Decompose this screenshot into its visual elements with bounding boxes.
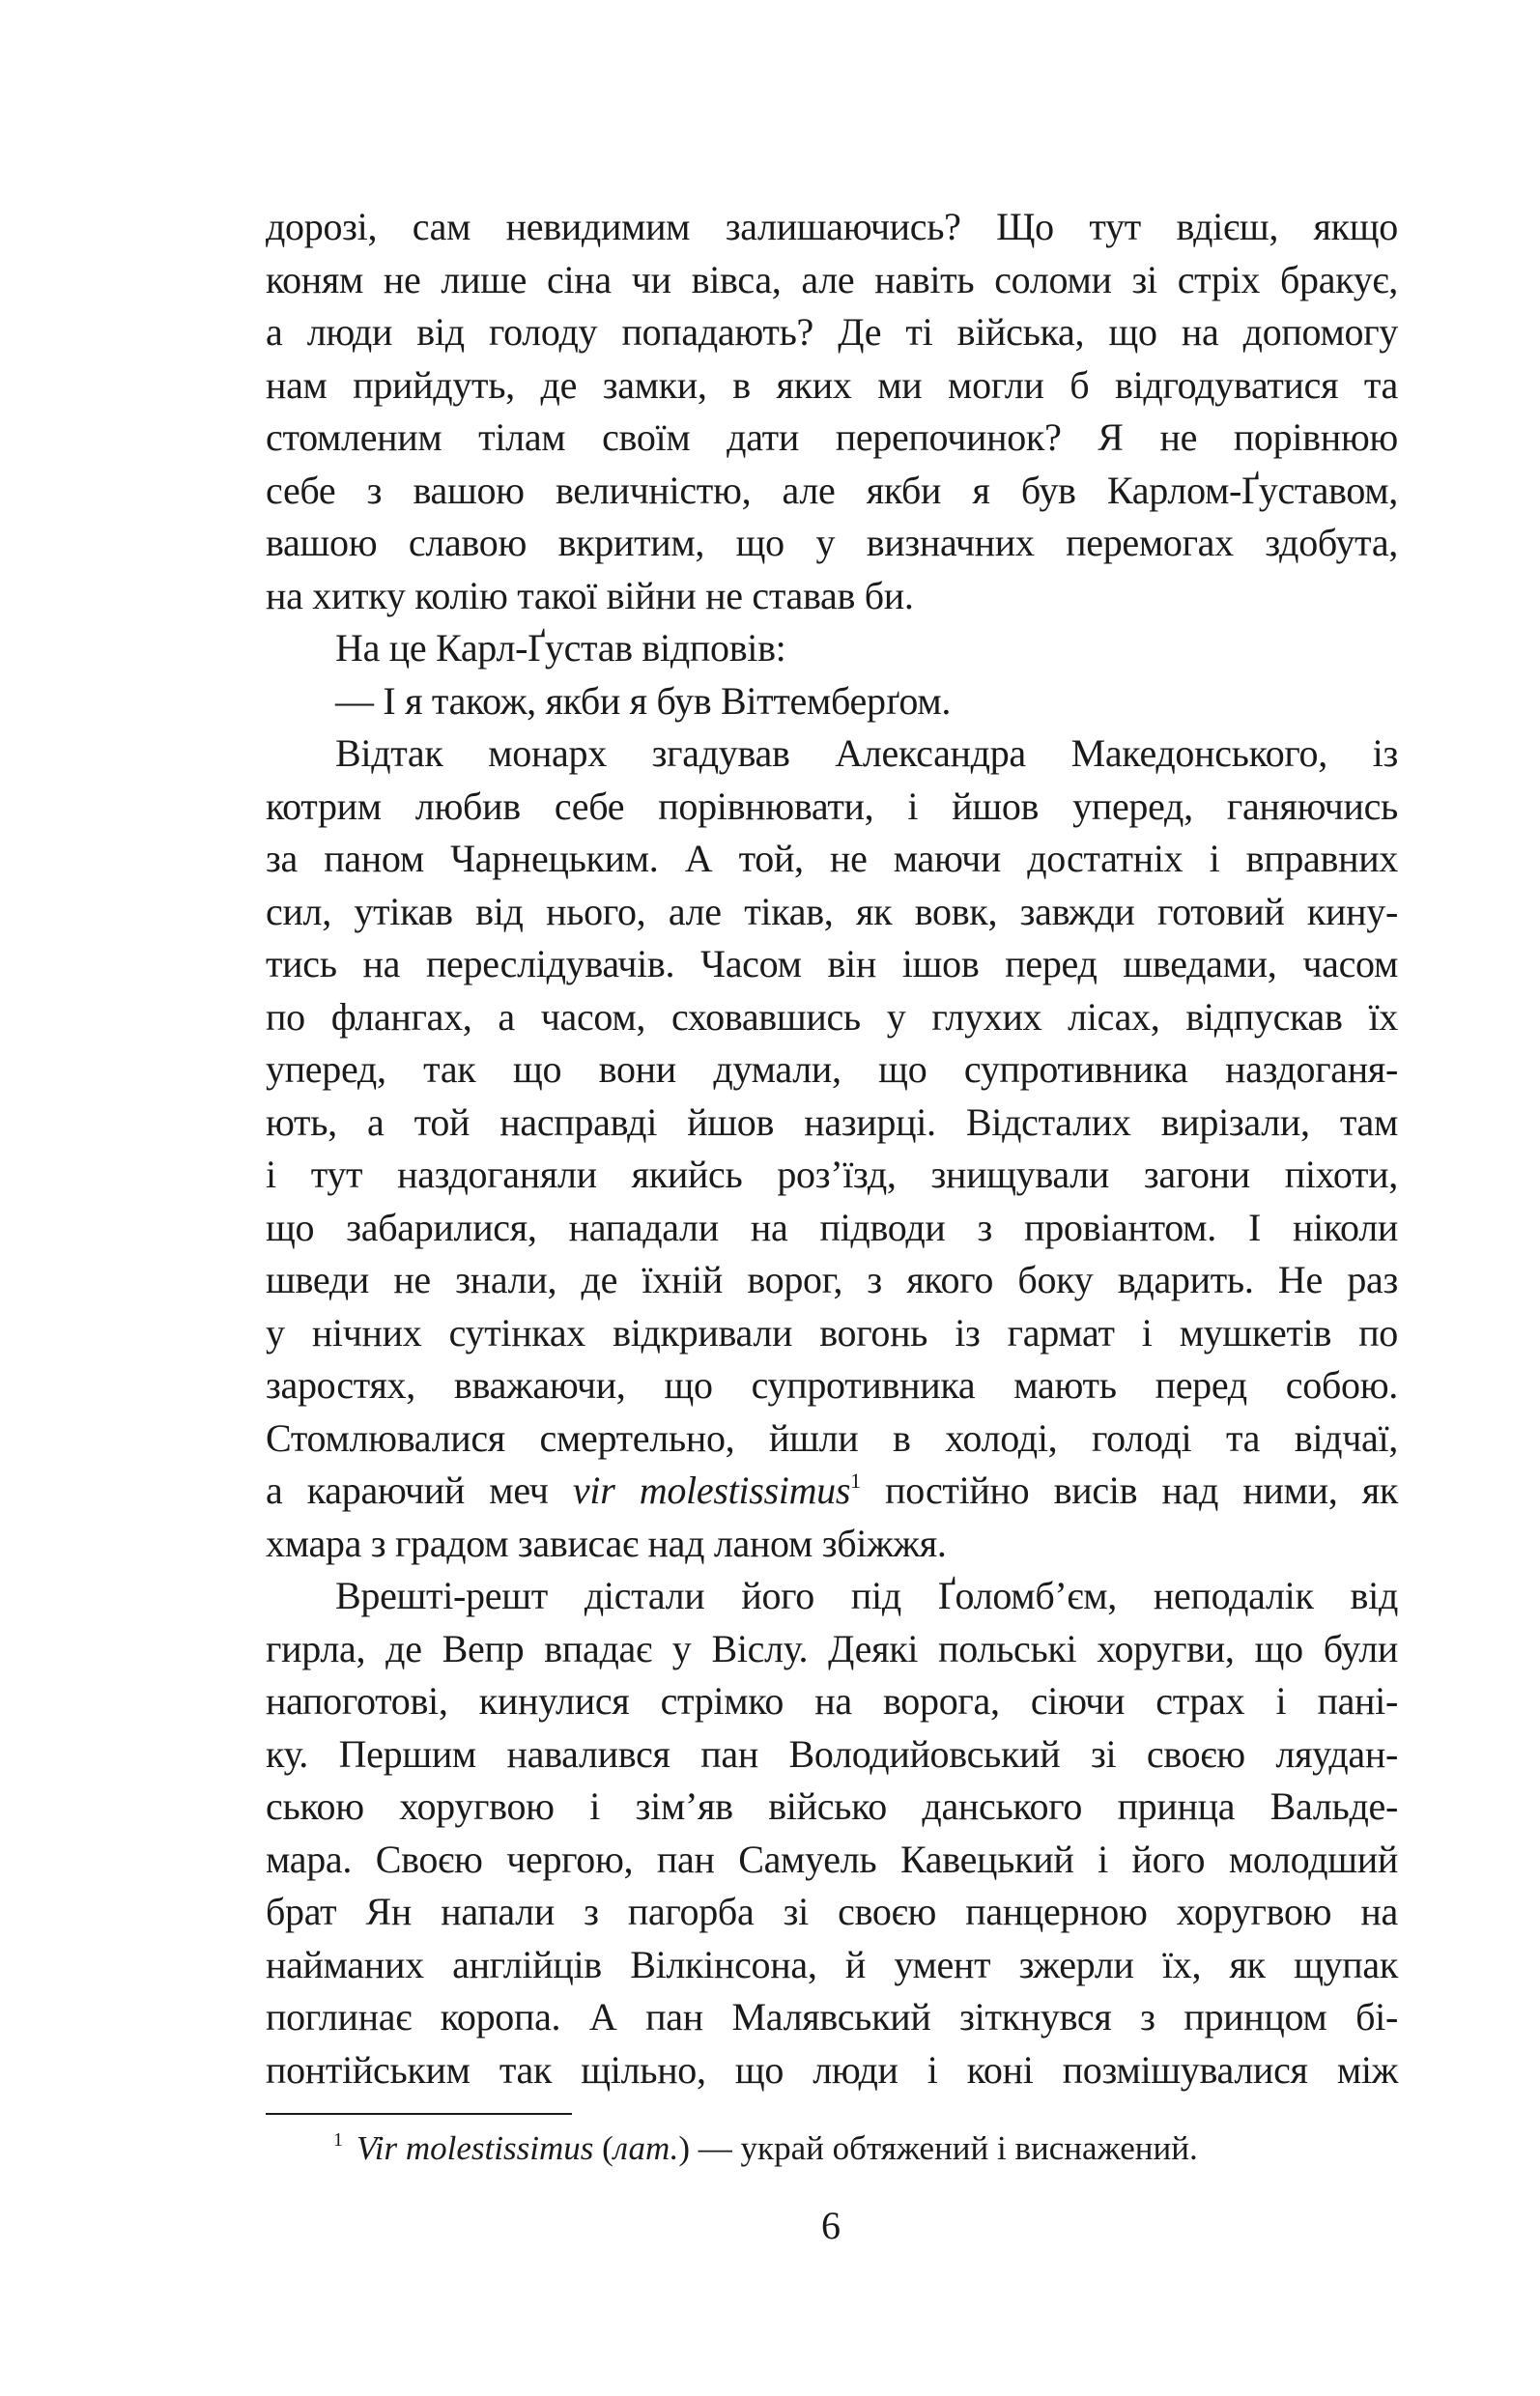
- text-line: у нічних сутінках відкривали вогонь із гармат і мушкетів по: [266, 1310, 1398, 1355]
- text-line: сил, утікав від нього, але тікав, як вовк, завжди готовий кину-: [266, 889, 1398, 933]
- text-line: за паном Чарнецьким. А той, не маючи достатніх і вправних: [266, 837, 1398, 880]
- footnote-term: Vir molestissimus: [356, 2129, 594, 2167]
- text-line: мара. Своєю чергою, пан Самуель Кавецький і його молодший: [266, 1837, 1398, 1881]
- footnote-lang: лат.: [613, 2129, 679, 2167]
- text-line: ку. Першим навалився пан Володийовський зі своєю ляудан-: [266, 1731, 1398, 1776]
- text-line: що забарилися, нападали на підводи з провіантом. І ніколи: [266, 1205, 1398, 1249]
- text-line: Врешті-решт дістали його під Ґоломб’єм, неподалік від: [335, 1574, 1398, 1617]
- text-line: а люди від голоду попадають? Де ті війська, що на допомогу: [266, 310, 1398, 354]
- paragraph: [266, 675, 1398, 728]
- text-line: напоготові, кинулися стрімко на ворога, сіючи страх і пані-: [266, 1679, 1398, 1723]
- text-line: і тут наздоганяли якийсь роз’їзд, знищували загони піхоти,: [266, 1153, 1398, 1196]
- text-line: найманих англійців Вілкінсона, й умент зжерли їх, як щупак: [266, 1942, 1398, 1986]
- footnote: [333, 2127, 1198, 2170]
- text-line: брат Ян напали з пагорба зі своєю панцерною хоругвою на: [266, 1890, 1398, 1933]
- footnote-marker: 1: [333, 2129, 343, 2151]
- text-line: — І я також, якби я був Віттемберґом.: [335, 678, 952, 723]
- text-line: хмара з градом зависає над ланом збіжжя.: [266, 1521, 947, 1565]
- text-line: дорозі, сам невидимим залишаючись? Що тут вдієш, якщо: [266, 205, 1398, 248]
- text-line: вашою славою вкритим, що у визначних перемогах здобута,: [266, 521, 1398, 564]
- text-segment: постійно висів над ними, як: [860, 1469, 1398, 1512]
- text-line: на хитку колію такої війни не ставав би.: [266, 573, 914, 617]
- text-line: [266, 1465, 1398, 1518]
- text-line: по флангах, а часом, сховавшись у глухих лісах, відпускав їх: [266, 994, 1398, 1039]
- text-line: ють, а той насправді йшов назирці. Відсталих вирізали, там: [266, 1099, 1398, 1144]
- footnote-open: (: [593, 2129, 613, 2167]
- italic-latin-phrase: vir molestissimus: [572, 1469, 851, 1512]
- footnote-separator: [266, 2113, 572, 2115]
- footnote-reference: 1: [850, 1469, 861, 1493]
- text-line: гирла, де Вепр впадає у Віслу. Деякі польські хоругви, що були: [266, 1626, 1398, 1670]
- text-line: уперед, так що вони думали, що супротивника наздоганя-: [266, 1047, 1398, 1091]
- text-segment: а караючий меч: [266, 1469, 573, 1512]
- text-line: Відтак монарх згадував Александра Македонського, із: [335, 731, 1398, 775]
- paragraph: [266, 622, 1398, 675]
- paragraph: [266, 201, 1398, 622]
- body-text: [266, 201, 1398, 2096]
- text-line: Стомлювалися смертельно, йшли в холоді, голоді та відчаї,: [266, 1415, 1398, 1460]
- text-line: стомленим тілам своїм дати перепочинок? Я не порівнюю: [266, 415, 1398, 459]
- text-line: коням не лише сіна чи вівса, але навіть соломи зі стріх бракує,: [266, 257, 1398, 301]
- text-line: котрим любив себе порівнювати, і йшов уперед, ганяючись: [266, 784, 1398, 828]
- text-line: тись на переслідувачів. Часом він ішов перед шведами, часом: [266, 942, 1398, 985]
- text-line: поглинає коропа. А пан Малявський зіткнувся з принцом бі-: [266, 1995, 1398, 2039]
- page-number: 6: [821, 2204, 841, 2247]
- text-line: заростях, вважаючи, що супротивника мають перед собою.: [266, 1363, 1398, 1407]
- paragraph: [266, 1570, 1398, 2096]
- text-line: понтійським так щільно, що люди і коні позмішувалися між: [266, 2047, 1398, 2092]
- text-line: На це Карл-Ґустав відповів:: [335, 626, 786, 670]
- text-line: себе з вашою величністю, але якби я був Карлом-Ґуставом,: [266, 468, 1398, 512]
- paragraph: [266, 727, 1398, 1570]
- text-line: ською хоругвою і зім’яв військо данського принца Вальде-: [266, 1784, 1398, 1828]
- text-line: шведи не знали, де їхній ворог, з якого боку вдарить. Не раз: [266, 1258, 1398, 1301]
- footnote-definition: ) — украй обтяжений і виснажений.: [678, 2129, 1198, 2167]
- text-line: нам прийдуть, де замки, в яких ми могли б відгодуватися та: [266, 362, 1398, 407]
